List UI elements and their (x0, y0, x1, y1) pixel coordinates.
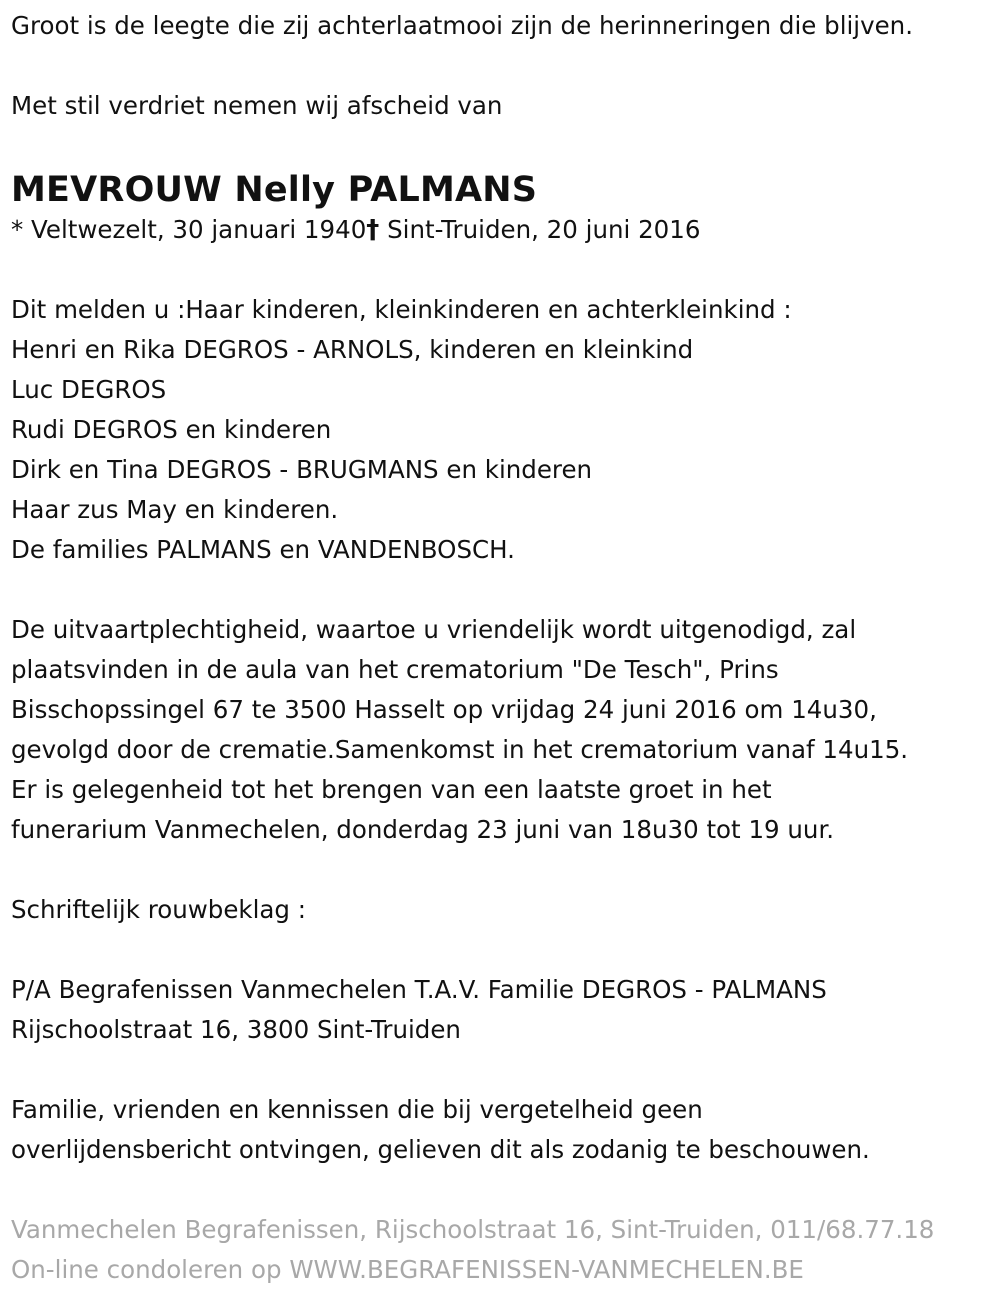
ceremony-line: plaatsvinden in de aula van het crematorium "De Tesch", Prins (11, 655, 779, 684)
ceremony-line: funerarium Vanmechelen, donderdag 23 juni van 18u30 tot 19 uur. (11, 815, 835, 844)
ceremony-line: Bisschopssingel 67 te 3500 Hasselt op vrijdag 24 juni 2016 om 14u30, (11, 695, 877, 724)
family-intro: Dit melden u :Haar kinderen, kleinkinderen en achterkleinkind : (11, 295, 792, 324)
notice-line: overlijdensbericht ontvingen, gelieven dit als zodanig te beschouwen. (11, 1135, 870, 1164)
spacer (11, 1170, 990, 1210)
footer-company: Vanmechelen Begrafenissen, Rijschoolstraat 16, Sint-Truiden, 011/68.77.18 (11, 1215, 935, 1244)
ceremony-line: gevolgd door de crematie.Samenkomst in het crematorium vanaf 14u15. (11, 735, 909, 764)
spacer (11, 850, 990, 890)
family-member: Rudi DEGROS en kinderen (11, 415, 332, 444)
deceased-name: MEVROUW Nelly PALMANS (11, 170, 538, 210)
quote-text: Groot is de leegte die zij achterlaatmooi zijn de herinneringen die blijven. (11, 11, 914, 40)
condolence-address: P/A Begrafenissen Vanmechelen T.A.V. Familie DEGROS - PALMANS (11, 975, 827, 1004)
spacer (11, 930, 990, 970)
intro-text: Met stil verdriet nemen wij afscheid van (11, 91, 503, 120)
family-member: Luc DEGROS (11, 375, 167, 404)
ceremony-line: De uitvaartplechtigheid, waartoe u vriendelijk wordt uitgenodigd, zal (11, 615, 857, 644)
spacer (11, 1050, 990, 1090)
family-member: Haar zus May en kinderen. (11, 495, 339, 524)
family-member: Dirk en Tina DEGROS - BRUGMANS en kinderen (11, 455, 593, 484)
spacer (11, 46, 990, 86)
spacer (11, 248, 990, 290)
ceremony-line: Er is gelegenheid tot het brengen van een laatste groet in het (11, 775, 772, 804)
life-dates (11, 212, 990, 248)
spacer (11, 126, 990, 166)
family-member: De families PALMANS en VANDENBOSCH. (11, 535, 515, 564)
notice-line: Familie, vrienden en kennissen die bij vergetelheid geen (11, 1095, 703, 1124)
family-member: Henri en Rika DEGROS - ARNOLS, kinderen en kleinkind (11, 335, 694, 364)
condolence-address: Rijschoolstraat 16, 3800 Sint-Truiden (11, 1015, 461, 1044)
death-info: Sint-Truiden, 20 juni 2016 (379, 215, 701, 244)
condolence-label: Schriftelijk rouwbeklag : (11, 895, 307, 924)
cross-icon: † (366, 215, 380, 245)
footer-online-link[interactable]: On-line condoleren op WWW.BEGRAFENISSEN-VANMECHELEN.BE (11, 1255, 804, 1284)
spacer (11, 570, 990, 610)
birth-info: * Veltwezelt, 30 januari 1940 (11, 215, 367, 244)
